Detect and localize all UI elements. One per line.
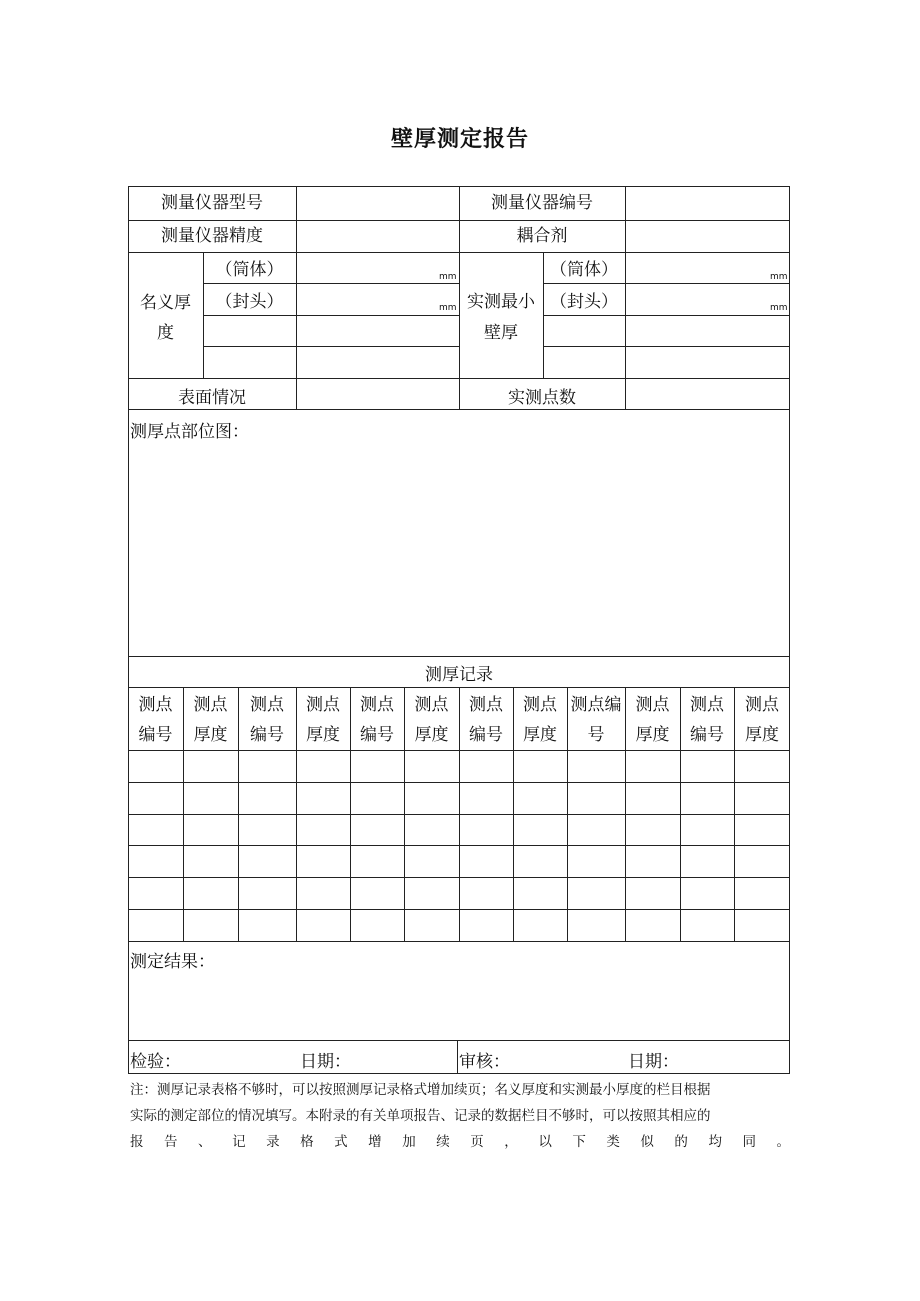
record-cell[interactable] xyxy=(735,910,790,941)
record-cell[interactable] xyxy=(184,878,238,909)
record-cell[interactable] xyxy=(460,815,513,846)
record-cell[interactable] xyxy=(297,815,350,846)
column-header: 编号 xyxy=(690,725,724,745)
record-cell[interactable] xyxy=(184,910,238,941)
record-cell[interactable] xyxy=(184,846,238,877)
value-field[interactable] xyxy=(297,221,459,252)
record-cell[interactable] xyxy=(405,783,459,814)
value-field[interactable] xyxy=(297,379,459,409)
record-cell[interactable] xyxy=(514,878,567,909)
instrument-model-label: 测量仪器型号 xyxy=(161,193,263,213)
page-title: 壁厚测定报告 xyxy=(390,127,529,152)
unit-label: mm xyxy=(770,272,788,282)
record-cell[interactable] xyxy=(351,910,404,941)
unit-label: mm xyxy=(439,303,457,313)
record-cell[interactable] xyxy=(129,846,183,877)
unit-label: mm xyxy=(770,303,788,313)
column-header: 厚度 xyxy=(306,725,340,745)
record-cell[interactable] xyxy=(297,878,350,909)
record-cell[interactable] xyxy=(297,910,350,941)
record-cell[interactable] xyxy=(626,751,680,782)
record-cell[interactable] xyxy=(405,815,459,846)
record-cell[interactable] xyxy=(405,751,459,782)
record-cell[interactable] xyxy=(626,846,680,877)
couplant-label: 耦合剂 xyxy=(516,226,568,246)
record-cell[interactable] xyxy=(514,815,567,846)
record-cell[interactable] xyxy=(129,878,183,909)
head-label: （封头） xyxy=(550,292,618,312)
record-cell[interactable] xyxy=(351,846,404,877)
instrument-precision-label: 测量仪器精度 xyxy=(161,226,263,246)
column-header: 测点 xyxy=(745,695,779,715)
unit-label: mm xyxy=(439,272,457,282)
record-cell[interactable] xyxy=(514,846,567,877)
column-header: 测点 xyxy=(306,695,340,715)
record-cell[interactable] xyxy=(129,751,183,782)
record-cell[interactable] xyxy=(405,910,459,941)
record-cell[interactable] xyxy=(626,783,680,814)
record-cell[interactable] xyxy=(460,783,513,814)
record-cell[interactable] xyxy=(681,815,734,846)
value-field[interactable] xyxy=(626,379,789,409)
record-cell[interactable] xyxy=(351,751,404,782)
value-field[interactable] xyxy=(297,187,459,220)
record-cell[interactable] xyxy=(239,910,296,941)
note-line-1: 注：测厚记录表格不够时，可以按照测厚记录格式增加续页；名义厚度和实测最小厚度的栏目根据 xyxy=(130,1082,711,1098)
record-cell[interactable] xyxy=(568,751,625,782)
record-cell[interactable] xyxy=(460,846,513,877)
column-header: 厚度 xyxy=(414,725,449,745)
record-cell[interactable] xyxy=(626,878,680,909)
column-header: 号 xyxy=(587,725,605,745)
record-cell[interactable] xyxy=(514,910,567,941)
record-cell[interactable] xyxy=(735,815,790,846)
value-field[interactable] xyxy=(204,316,296,346)
value-field[interactable] xyxy=(626,347,789,378)
record-cell[interactable] xyxy=(681,751,734,782)
report-form xyxy=(128,186,790,1074)
value-field[interactable] xyxy=(626,284,789,315)
record-cell[interactable] xyxy=(239,846,296,877)
nominal-thickness-label: 名义厚 xyxy=(140,293,191,313)
record-cell[interactable] xyxy=(351,815,404,846)
result-label: 测定结果： xyxy=(130,952,215,972)
record-cell[interactable] xyxy=(297,783,350,814)
record-cell[interactable] xyxy=(239,878,296,909)
record-cell[interactable] xyxy=(681,846,734,877)
cylinder-label: （筒体） xyxy=(215,260,284,280)
record-cell[interactable] xyxy=(184,783,238,814)
record-cell[interactable] xyxy=(568,846,625,877)
column-header: 厚度 xyxy=(745,725,779,745)
column-header: 厚度 xyxy=(193,725,228,745)
value-field[interactable] xyxy=(626,187,789,220)
cylinder-label: （筒体） xyxy=(550,260,618,280)
diagram-area[interactable] xyxy=(129,446,789,656)
record-cell[interactable] xyxy=(351,878,404,909)
record-cell[interactable] xyxy=(129,783,183,814)
measured-min-label: 实测最小 xyxy=(467,292,535,312)
record-cell[interactable] xyxy=(297,751,350,782)
record-cell[interactable] xyxy=(626,815,680,846)
value-field[interactable] xyxy=(204,347,296,378)
value-field[interactable] xyxy=(626,253,789,283)
column-header: 编号 xyxy=(360,725,394,745)
record-cell[interactable] xyxy=(681,878,734,909)
record-cell[interactable] xyxy=(514,751,567,782)
value-field[interactable] xyxy=(297,347,459,378)
column-header: 厚度 xyxy=(635,725,670,745)
record-cell[interactable] xyxy=(568,783,625,814)
record-cell[interactable] xyxy=(568,910,625,941)
record-cell[interactable] xyxy=(735,751,790,782)
record-cell[interactable] xyxy=(297,846,350,877)
column-header: 测点 xyxy=(360,695,394,715)
record-cell[interactable] xyxy=(184,751,238,782)
record-cell[interactable] xyxy=(735,878,790,909)
record-cell[interactable] xyxy=(184,815,238,846)
record-cell[interactable] xyxy=(239,783,296,814)
record-cell[interactable] xyxy=(681,910,734,941)
column-header: 测点 xyxy=(469,695,503,715)
inspector-label: 检验： xyxy=(130,1052,181,1072)
record-cell[interactable] xyxy=(460,910,513,941)
note-line-3: 报告、记录格式增加续页，以下类似的均同。 xyxy=(130,1134,790,1150)
column-header: 测点 xyxy=(250,695,284,715)
reviewer-date-label: 日期： xyxy=(628,1052,679,1072)
value-field[interactable] xyxy=(544,347,625,378)
records-section-title: 测厚记录 xyxy=(425,665,493,685)
column-header: 测点 xyxy=(523,695,557,715)
record-cell[interactable] xyxy=(129,910,183,941)
record-cell[interactable] xyxy=(351,783,404,814)
column-header: 测点编 xyxy=(570,695,622,715)
value-field[interactable] xyxy=(297,253,459,283)
surface-condition-label: 表面情况 xyxy=(178,388,246,408)
measured-min-label-cont: 壁厚 xyxy=(484,323,518,343)
column-header: 厚度 xyxy=(523,725,557,745)
column-header: 编号 xyxy=(138,725,173,745)
column-header: 测点 xyxy=(193,695,228,715)
record-cell[interactable] xyxy=(735,783,790,814)
record-cell[interactable] xyxy=(239,815,296,846)
diagram-label: 测厚点部位图： xyxy=(130,422,249,442)
record-cell[interactable] xyxy=(460,878,513,909)
record-cell[interactable] xyxy=(405,878,459,909)
column-header: 测点 xyxy=(138,695,173,715)
record-cell[interactable] xyxy=(129,815,183,846)
point-count-label: 实测点数 xyxy=(508,388,576,408)
value-field[interactable] xyxy=(626,316,789,346)
inspector-date-label: 日期： xyxy=(300,1052,351,1072)
column-header: 测点 xyxy=(635,695,670,715)
column-header: 编号 xyxy=(250,725,284,745)
note-line-2: 实际的测定部位的情况填写。本附录的有关单项报告、记录的数据栏目不够时，可以按照其相应的 xyxy=(130,1108,711,1124)
record-cell[interactable] xyxy=(626,910,680,941)
record-cell[interactable] xyxy=(735,846,790,877)
column-header: 测点 xyxy=(690,695,724,715)
head-label: （封头） xyxy=(215,292,284,312)
result-area[interactable] xyxy=(129,976,789,1038)
record-cell[interactable] xyxy=(568,815,625,846)
column-header: 编号 xyxy=(469,725,503,745)
value-field[interactable] xyxy=(544,316,625,346)
reviewer-label: 审核： xyxy=(459,1052,510,1072)
value-field[interactable] xyxy=(626,221,789,252)
record-cell[interactable] xyxy=(681,783,734,814)
record-cell[interactable] xyxy=(514,783,567,814)
value-field[interactable] xyxy=(297,284,459,315)
column-header: 测点 xyxy=(414,695,449,715)
value-field[interactable] xyxy=(297,316,459,346)
record-cell[interactable] xyxy=(568,878,625,909)
nominal-thickness-label-cont: 度 xyxy=(157,323,174,343)
record-cell[interactable] xyxy=(405,846,459,877)
record-cell[interactable] xyxy=(460,751,513,782)
record-cell[interactable] xyxy=(239,751,296,782)
instrument-number-label: 测量仪器编号 xyxy=(491,193,593,213)
